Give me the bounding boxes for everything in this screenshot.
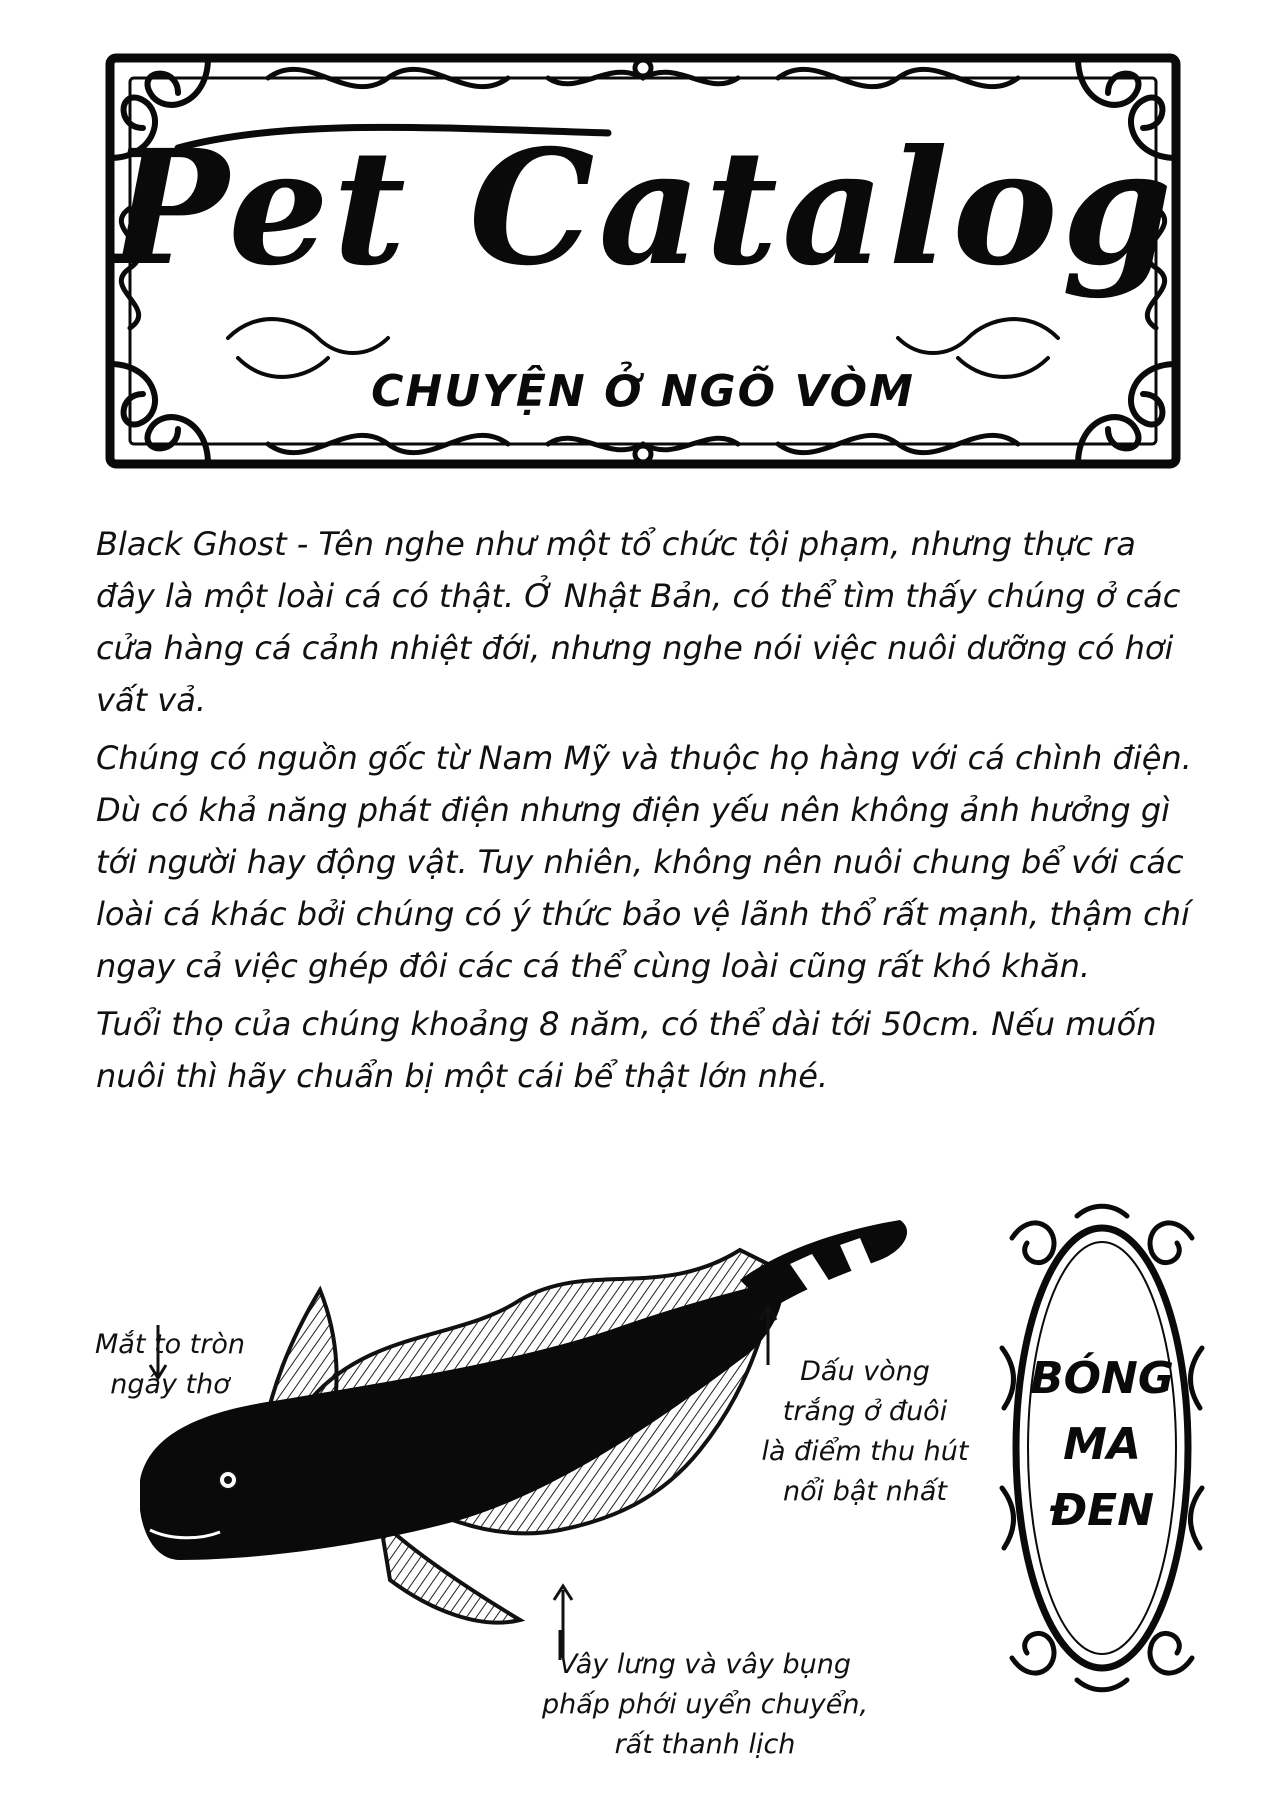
annotation-tail-line: Dấu vòng: [800, 1356, 930, 1387]
page-subtitle: CHUYỆN Ở NGÕ VÒM: [371, 366, 915, 417]
page-title: Pet Catalog: [109, 116, 1177, 301]
annotation-fins-line: Vây lưng và vây bụng: [559, 1649, 851, 1680]
annotation-tail-line: trắng ở đuôi: [782, 1396, 948, 1427]
paragraph-origin: Chúng có nguồn gốc từ Nam Mỹ và thuộc họ hàng với cá chình điện. Dù có khả năng phát điện nhưng điện yếu nên không ảnh hưởng gì tới người hay động vật. Tuy nhiên, không nên nuôi chung bể với các loài cá khác bởi chúng có ý thức bảo vệ lãnh thổ rất mạnh, thậm chí ngay cả việc ghép đôi các cá thể cùng loài cũng rất khó khăn.: [96, 739, 1192, 985]
annotation-fins-line: rất thanh lịch: [614, 1729, 796, 1760]
annotation-fins: [540, 1645, 870, 1765]
annotation-fins-line: phấp phới uyển chuyển,: [541, 1689, 869, 1720]
annotation-tail-line: nổi bật nhất: [783, 1476, 947, 1507]
annotation-eye: [40, 1325, 300, 1405]
paragraph-intro: Black Ghost - Tên nghe như một tổ chức tội phạm, nhưng thực ra đây là một loài cá có thật. Ở Nhật Bản, có thể tìm thấy chúng ở các cửa hàng cá cảnh nhiệt đới, nhưng nghe nói việc nuôi dưỡng có hơi vất vả.: [96, 525, 1181, 719]
annotation-eye-line: Mắt to tròn: [94, 1329, 246, 1360]
annotation-tail: [745, 1352, 985, 1512]
badge-label: [992, 1346, 1212, 1544]
badge-line: BÓNG: [1030, 1353, 1174, 1404]
badge-line: ĐEN: [1049, 1485, 1155, 1536]
badge-line: MA: [1063, 1419, 1141, 1470]
paragraph-lifespan: Tuổi thọ của chúng khoảng 8 năm, có thể dài tới 50cm. Nếu muốn nuôi thì hãy chuẩn bị một cái bể thật lớn nhé.: [96, 1005, 1157, 1095]
header-frame: [88, 38, 1198, 484]
title-badge: [992, 1198, 1212, 1698]
article-body: [96, 518, 1196, 1108]
annotation-eye-line: ngây thơ: [110, 1369, 230, 1400]
annotation-tail-line: là điểm thu hút: [761, 1436, 969, 1467]
